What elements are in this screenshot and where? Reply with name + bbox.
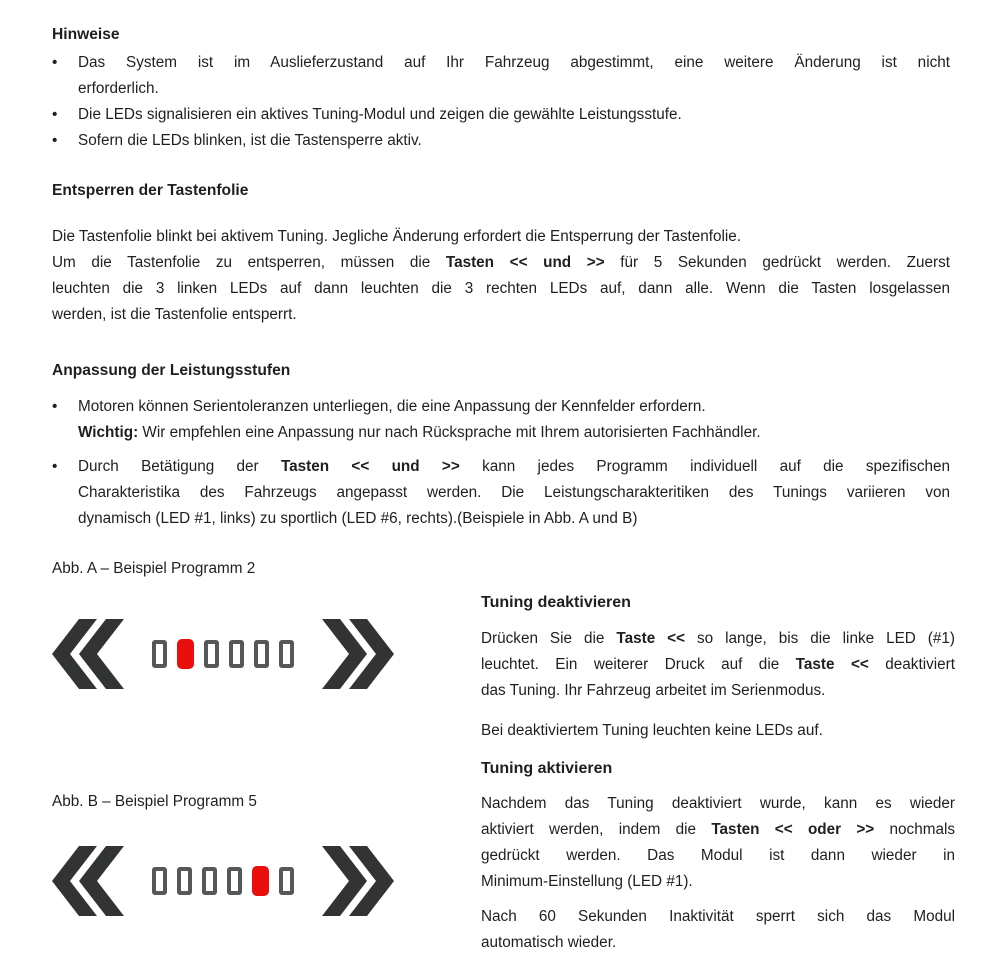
text-segment: so lange, bis die linke LED (#1) (685, 630, 955, 647)
double-chevron-right-icon (318, 845, 394, 917)
hinweise-bullet-list (52, 50, 950, 154)
led-off (279, 640, 294, 668)
led-off (177, 867, 192, 895)
text-segment: Charakteristika des Fahrzeugs angepasst werden. Die Leistungscharakteritiken des Tunings variieren von (78, 484, 950, 501)
double-chevron-left-icon (52, 618, 128, 690)
no-leds-paragraph (481, 718, 955, 744)
text-line (481, 843, 955, 869)
text-line (78, 102, 950, 128)
text-segment: Nachdem das Tuning deaktiviert wurde, kann es wieder (481, 795, 955, 812)
unlock-paragraph (52, 224, 950, 328)
bold-text: Taste << (795, 656, 869, 673)
text-line (78, 76, 950, 102)
bullet-item (52, 128, 950, 154)
text-segment: Sofern die LEDs blinken, ist die Tastensperre aktiv. (78, 132, 422, 149)
led-off (204, 640, 219, 668)
text-line (52, 250, 950, 276)
bullet-item (52, 102, 950, 128)
figure-b (52, 789, 472, 917)
text-segment: leuchtet. Ein weiterer Druck auf die (481, 656, 796, 673)
text-segment: Nach 60 Sekunden Inaktivität sperrt sich das Modul (481, 908, 955, 925)
bold-text: Taste << (616, 630, 686, 647)
bullet-icon: • (52, 132, 58, 149)
led-off (229, 640, 244, 668)
text-segment: deaktiviert (868, 656, 955, 673)
tuning-text-column (481, 590, 955, 956)
section-hinweise (52, 22, 950, 154)
bullet-text (78, 50, 950, 102)
text-line (78, 506, 950, 532)
bullet-item (52, 454, 950, 532)
text-segment: aktiviert werden, indem die (481, 821, 712, 838)
led-off (254, 640, 269, 668)
bullet-item (52, 50, 950, 102)
bullet-icon: • (52, 458, 58, 475)
text-line (481, 678, 955, 704)
text-line (52, 302, 950, 328)
led-on (252, 866, 269, 896)
led-off (227, 867, 242, 895)
figure-a-label: Abb. A – Beispiel Programm 2 (52, 560, 256, 577)
text-line (481, 817, 955, 843)
bullet-icon: • (52, 54, 58, 71)
text-line (78, 50, 950, 76)
text-segment: Bei deaktiviertem Tuning leuchten keine LEDs auf. (481, 722, 823, 739)
text-segment: dynamisch (LED #1, links) zu sportlich (LED #6, rechts).(Beispiele in Abb. A und B) (78, 510, 638, 527)
text-segment: Das System ist im Auslieferzustand auf Ihr Fahrzeug abgestimmt, eine weitere Änderung ist nicht (78, 54, 950, 71)
text-segment: das Tuning. Ihr Fahrzeug arbeitet im Serienmodus. (481, 682, 826, 699)
text-line (481, 791, 955, 817)
bold-text: Tasten << und >> (445, 254, 605, 271)
text-segment: leuchten die 3 linken LEDs auf dann leuchten die 3 rechten LEDs auf, dann alle. Wenn die Tasten losgelassen (52, 280, 950, 297)
bullet-text (78, 394, 950, 446)
bullet-text (78, 128, 950, 154)
auto-lock-paragraph (481, 904, 955, 956)
figure-b-led-graphic (52, 845, 472, 917)
text-segment: Durch Betätigung der (78, 458, 281, 475)
text-line (481, 869, 955, 895)
section-entsperren (52, 178, 950, 328)
text-line (78, 454, 950, 480)
text-segment: nochmals (874, 821, 956, 838)
text-line (481, 904, 955, 930)
text-segment: Die Tastenfolie blinkt bei aktivem Tuning. Jegliche Änderung erfordert die Entsperrung der Tastenfolie. (52, 228, 742, 245)
text-line (78, 128, 950, 154)
led-strip (152, 639, 294, 669)
tuning-deactivate-paragraph (481, 626, 955, 704)
figure-a (52, 556, 472, 690)
adjustment-heading: Anpassung der Leistungsstufen (52, 362, 291, 379)
text-segment: Drücken Sie die (481, 630, 617, 647)
text-segment: Die LEDs signalisieren ein aktives Tuning-Modul und zeigen die gewählte Leistungsstufe. (78, 106, 682, 123)
text-line (481, 930, 955, 956)
text-line (481, 718, 955, 744)
bold-text: Wichtig: (78, 424, 139, 441)
bullet-item (52, 394, 950, 446)
hinweise-heading: Hinweise (52, 26, 120, 43)
text-segment: gedrückt werden. Das Modul ist dann wieder in (481, 847, 955, 864)
led-off (152, 867, 167, 895)
double-chevron-left-icon (52, 845, 128, 917)
text-line (52, 276, 950, 302)
text-segment: Wir empfehlen eine Anpassung nur nach Rücksprache mit Ihrem autorisierten Fachhändler. (138, 424, 761, 441)
text-line (78, 394, 950, 420)
figure-b-label: Abb. B – Beispiel Programm 5 (52, 793, 257, 810)
double-chevron-right-icon (318, 618, 394, 690)
led-off (202, 867, 217, 895)
text-segment: automatisch wieder. (481, 934, 617, 951)
bold-text: Tasten << und >> (280, 458, 460, 475)
text-line (481, 626, 955, 652)
text-segment: erforderlich. (78, 80, 159, 97)
tuning-deactivate-heading: Tuning deaktivieren (481, 594, 631, 611)
text-segment: für 5 Sekunden gedrückt werden. Zuerst (604, 254, 951, 271)
text-segment: Um die Tastenfolie zu entsperren, müssen die (52, 254, 446, 271)
text-segment: Motoren können Serientoleranzen unterliegen, die eine Anpassung der Kennfelder erfordern. (78, 398, 706, 415)
text-line (52, 224, 950, 250)
tuning-activate-paragraph (481, 791, 955, 895)
bullet-text (78, 454, 950, 532)
text-segment: werden, ist die Tastenfolie entsperrt. (52, 306, 297, 323)
bold-text: Tasten << oder >> (711, 821, 875, 838)
tuning-activate-heading: Tuning aktivieren (481, 760, 613, 777)
bullet-icon: • (52, 398, 58, 415)
led-off (152, 640, 167, 668)
unlock-heading: Entsperren der Tastenfolie (52, 182, 249, 199)
figure-a-led-graphic (52, 618, 472, 690)
led-off (279, 867, 294, 895)
bullet-icon: • (52, 106, 58, 123)
text-segment: kann jedes Programm individuell auf die spezifischen (459, 458, 951, 475)
text-line (78, 420, 950, 446)
led-strip (152, 866, 294, 896)
text-line (481, 652, 955, 678)
text-line (78, 480, 950, 506)
led-on (177, 639, 194, 669)
section-anpassung (52, 358, 950, 532)
bullet-text (78, 102, 950, 128)
text-segment: Minimum-Einstellung (LED #1). (481, 873, 693, 890)
